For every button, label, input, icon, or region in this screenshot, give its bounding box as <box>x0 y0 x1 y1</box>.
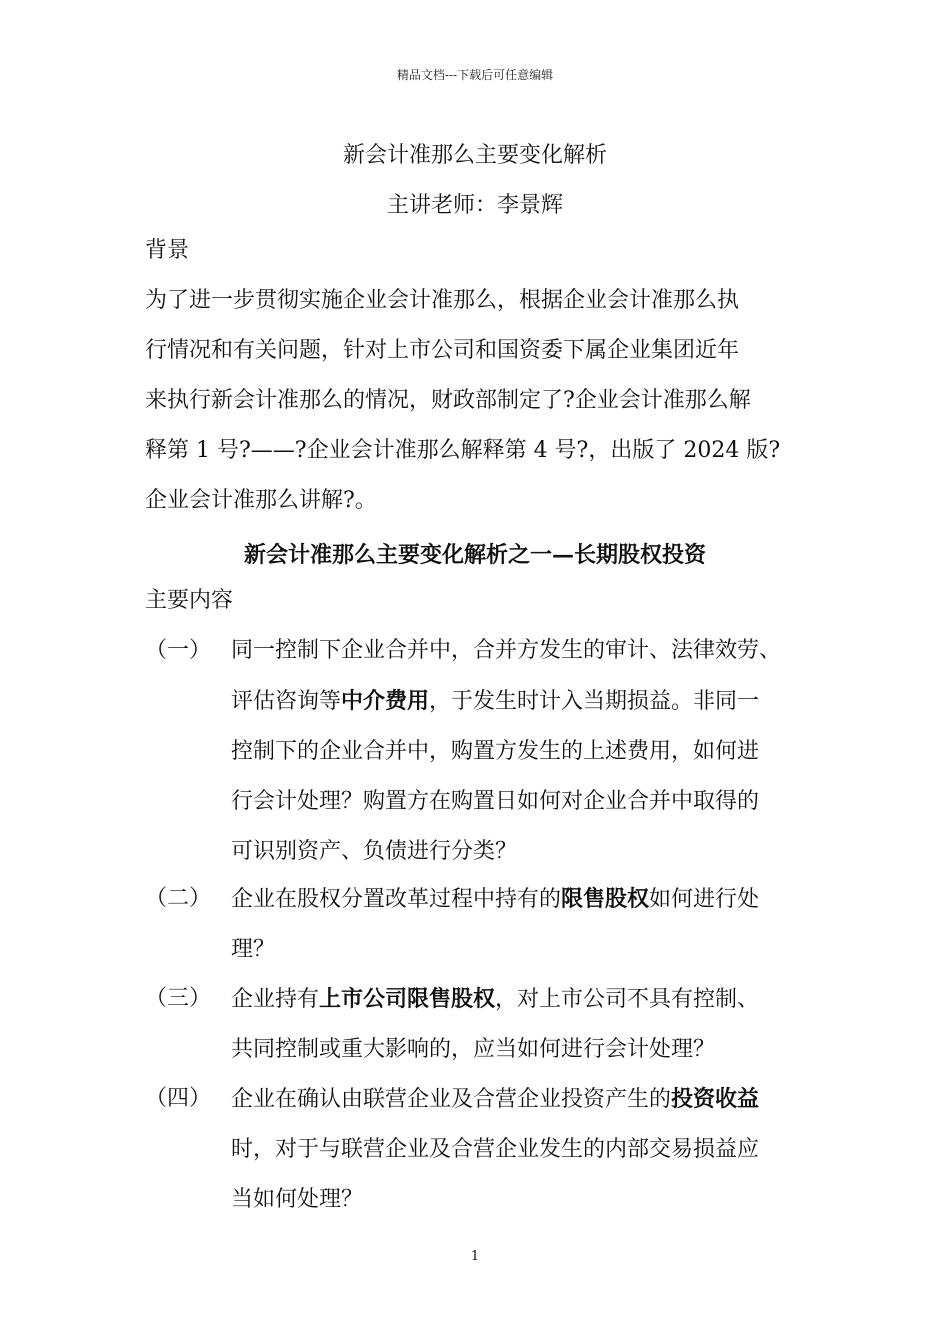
text-run: 当如何处理？ <box>231 1187 364 1212</box>
item-number: （三） <box>145 986 212 1011</box>
document-title: 新会计准那么主要变化解析 <box>342 143 607 168</box>
item-line <box>231 1175 821 1225</box>
text-run: 评估咨询等 <box>231 689 342 714</box>
item-number: （二） <box>145 886 212 911</box>
text-run: ，对上市公司不具有控制、 <box>495 987 760 1012</box>
item-line <box>231 1025 821 1075</box>
item-number: （一） <box>145 638 212 663</box>
item-line <box>231 777 821 827</box>
item-text <box>231 626 821 877</box>
item-text <box>231 974 821 1075</box>
bold-term: 上市公司限售股权 <box>319 986 496 1012</box>
item-line <box>231 1074 821 1125</box>
item-text <box>231 874 821 975</box>
text-run: 如何进行处 <box>649 887 760 912</box>
item-text <box>231 1074 821 1225</box>
item-line <box>231 974 821 1025</box>
item-line <box>231 925 821 975</box>
page-number: 1 <box>470 1249 480 1264</box>
bold-term: 限售股权 <box>561 886 650 912</box>
text-run: ，于发生时计入当期损益。非同一 <box>429 689 760 714</box>
bold-term: 投资收益 <box>671 1086 760 1112</box>
paragraph-line: 企业会计准那么讲解?。 <box>145 488 377 513</box>
text-run: 行会计处理？购置方在购置日如何对企业合并中取得的 <box>231 789 760 814</box>
text-run: 共同控制或重大影响的，应当如何进行会计处理？ <box>231 1037 716 1062</box>
text-run: 理？ <box>231 937 276 962</box>
item-line <box>231 874 821 925</box>
background-heading: 背景 <box>145 238 190 263</box>
text-run: 控制下的企业合并中，购置方发生的上述费用，如何进 <box>231 739 760 764</box>
text-run: 同一控制下企业合并中，合并方发生的审计、法律效劳、 <box>231 638 782 663</box>
section-title: 新会计准那么主要变化解析之一—长期股权投资 <box>243 542 706 568</box>
bold-term: 中介费用 <box>341 688 430 714</box>
text-run: 时，对于与联营企业及合营企业发生的内部交易损益应 <box>231 1137 760 1162</box>
paragraph-line: 行情况和有关问题，针对上市公司和国资委下属企业集团近年 <box>145 338 740 363</box>
paragraph-line: 释第 1 号?——?企业会计准那么解释第 4 号?，出版了 2024 版? <box>145 438 781 463</box>
item-line <box>231 626 821 676</box>
speaker-line: 主讲老师：李景辉 <box>386 193 563 218</box>
item-number: （四） <box>145 1086 212 1111</box>
item-line <box>231 1125 821 1175</box>
text-run: 企业在股权分置改革过程中持有的 <box>231 887 562 912</box>
paragraph-line: 为了进一步贯彻实施企业会计准那么，根据企业会计准那么执 <box>145 288 740 313</box>
content-heading: 主要内容 <box>145 588 234 613</box>
item-line <box>231 676 821 727</box>
text-run: 企业在确认由联营企业及合营企业投资产生的 <box>231 1087 672 1112</box>
item-line <box>231 827 821 877</box>
page-header: 精品文档---下载后可任意编辑 <box>396 68 554 82</box>
item-line <box>231 727 821 777</box>
paragraph-line: 来执行新会计准那么的情况，财政部制定了?企业会计准那么解 <box>145 388 751 413</box>
text-run: 企业持有 <box>231 987 320 1012</box>
text-run: 可识别资产、负债进行分类？ <box>231 839 518 864</box>
